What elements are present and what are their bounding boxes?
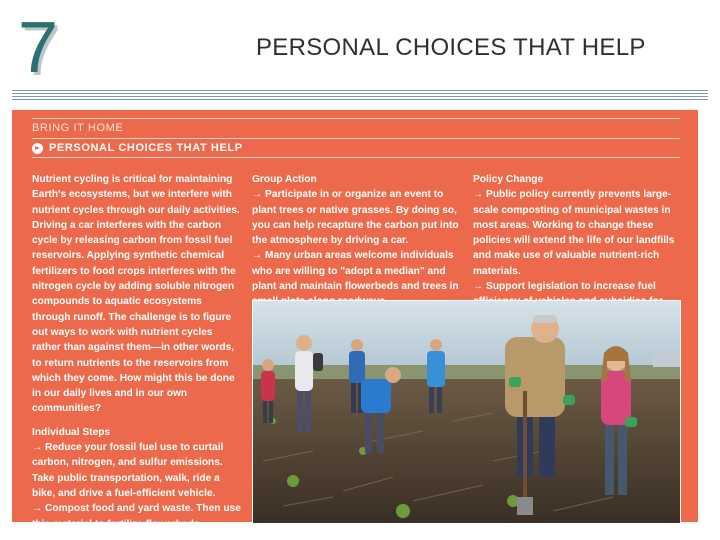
- tree-planting-photo: [252, 300, 681, 524]
- policy-item: → Public policy currently prevents large-scale composting of municipal wastes in most areas. Working to change these policies will extend the life of our landfills and make use of valuable nutrient-rich materials.: [473, 187, 683, 279]
- intro-column: [32, 172, 242, 532]
- panel-rule: [32, 138, 680, 139]
- group-column: [252, 172, 464, 310]
- panel-heading-text: PERSONAL CHOICES THAT HELP: [49, 142, 243, 154]
- policy-column: [473, 172, 683, 310]
- group-title: Group Action: [252, 174, 317, 185]
- group-item: → Many urban areas welcome individuals who are willing to "adopt a median" and plant and maintain flowerbeds and trees in: [252, 248, 464, 309]
- panel-rule: [32, 157, 680, 158]
- policy-title: Policy Change: [473, 174, 544, 185]
- title-divider: [12, 90, 708, 102]
- group-item: → Participate in or organize an event to plant trees or native grasses. By doing so, you can help recapture the carbon put into the atmosphere by driving a car.: [252, 187, 464, 248]
- intro-text: Nutrient cycling is critical for maintaining Earth's ecosystems, but we interfere with nutrient cycles through our daily activities. Driving a car interferes with the carbon cycle by releasing carbon from fossil fuel reservoirs. Applying synthetic chemical fertilizers to food crops interferes with the nitrogen cycle by adding soluble nitrogen compounds to aquatic ecosystems through runoff. The challenge is to figure out ways to work with nutrient cycles rather than against them—in other words, to return nutrients to the reservoirs from which they come. How might this be done in our daily lives and in our own communities?: [32, 174, 240, 415]
- individual-title: Individual Steps: [32, 426, 111, 438]
- slide-title: PERSONAL CHOICES THAT HELP: [256, 34, 646, 61]
- individual-item: → Reduce your fossil fuel use to curtail carbon, nitrogen, and sulfur emissions. Take public transportation, walk, ride a bike, and drive a fuel-efficient vehicle.: [32, 440, 242, 501]
- policy-item: → Support legislation to increase fuel: [473, 279, 683, 310]
- individual-item: → Compost food and yard waste. Then use this material to fertilize flowerbeds: [32, 501, 242, 532]
- section-label: BRING IT HOME: [32, 122, 124, 134]
- arrow-circle-icon: [32, 143, 43, 154]
- panel-rule: [32, 118, 680, 119]
- photo-illustration: [253, 301, 680, 523]
- slide-number: 7: [18, 8, 59, 88]
- panel-heading: [32, 142, 243, 154]
